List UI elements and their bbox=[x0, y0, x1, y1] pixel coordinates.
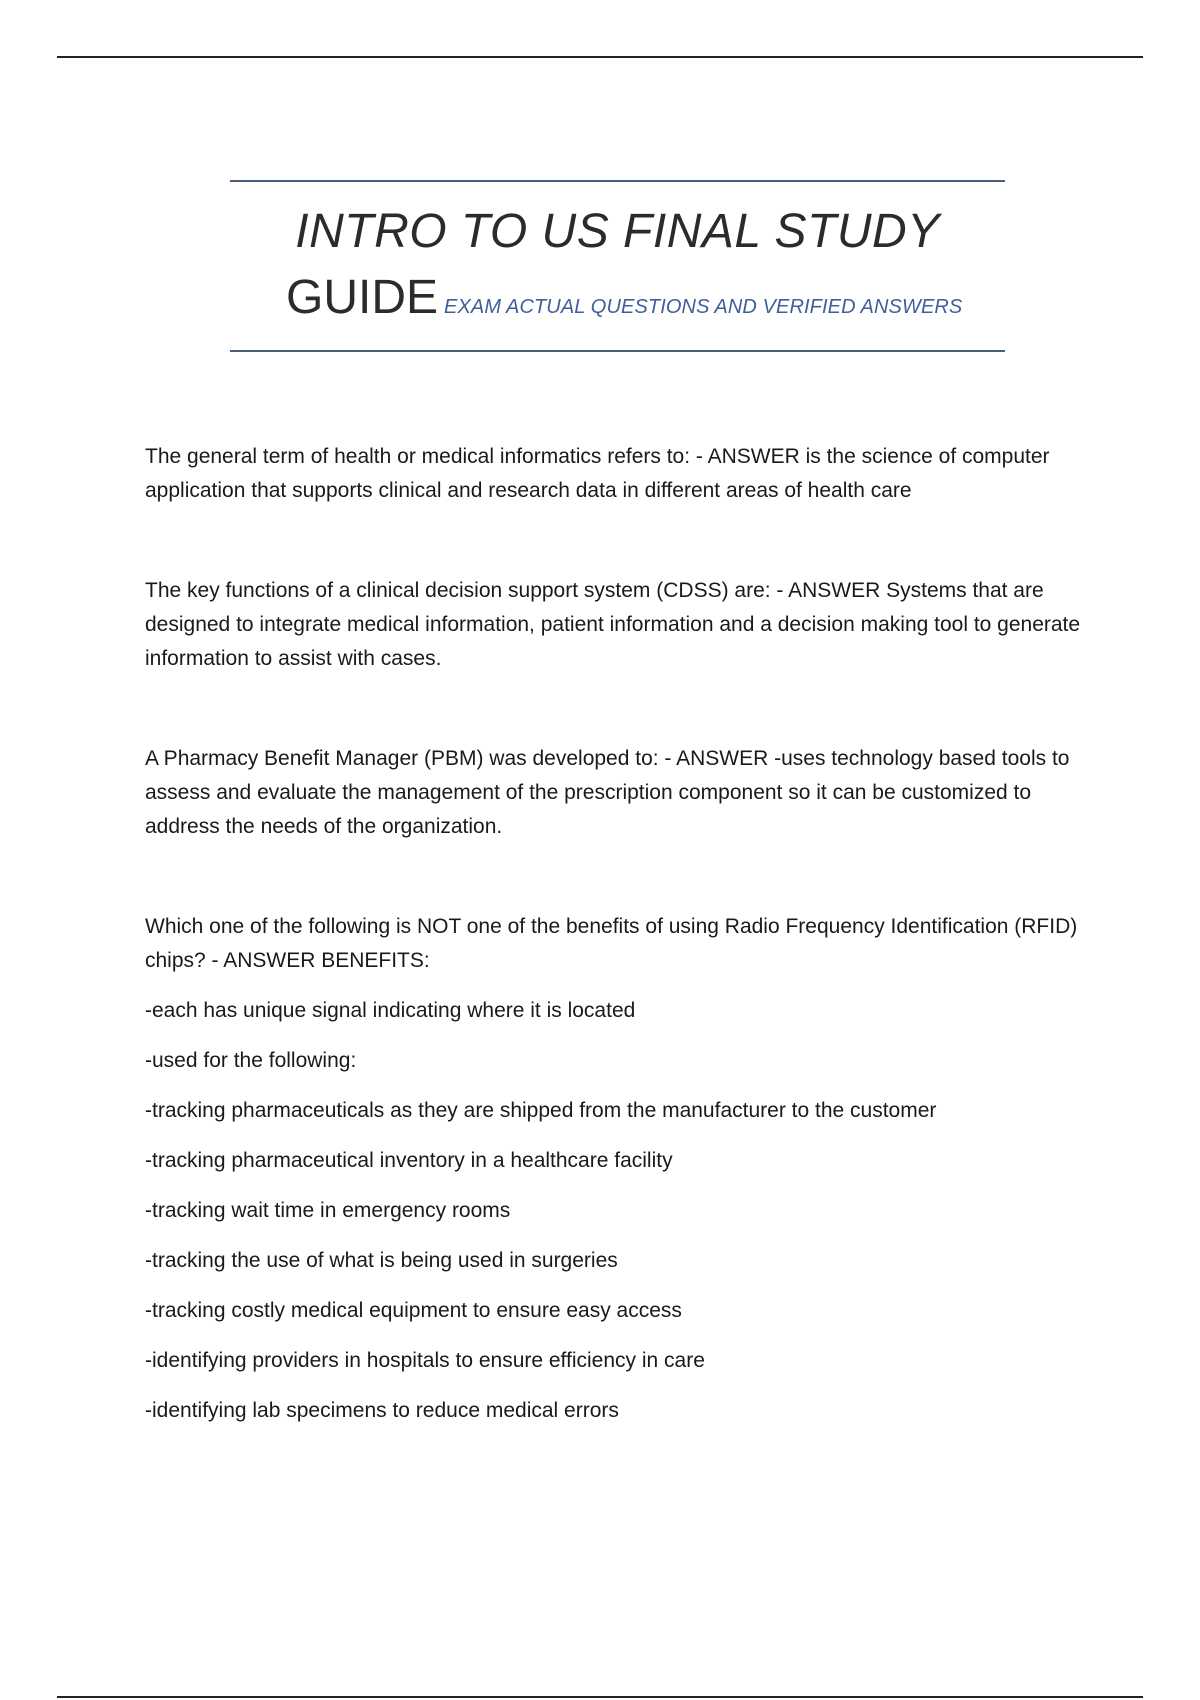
qa-item-pbm: A Pharmacy Benefit Manager (PBM) was developed to: - ANSWER -uses technology based tools to assess and evaluate the management of the prescription component so it can be customized to address the needs of the organization. bbox=[145, 747, 1070, 838]
list-item: -identifying providers in hospitals to ensure efficiency in care bbox=[145, 1349, 705, 1372]
document-title-guide: GUIDE bbox=[286, 271, 439, 324]
document-subtitle: EXAM ACTUAL QUESTIONS AND VERIFIED ANSWERS bbox=[444, 296, 963, 318]
qa-item-rfid: Which one of the following is NOT one of the benefits of using Radio Frequency Identification (RFID) chips? - ANSWER BENEFITS: bbox=[145, 915, 1078, 972]
list-item: -tracking pharmaceuticals as they are shipped from the manufacturer to the customer bbox=[145, 1099, 937, 1122]
qa-item-cdss: The key functions of a clinical decision support system (CDSS) are: - ANSWER Systems that are designed to integrate medical information, patient information and a decision making tool to generate information to assist with cases. bbox=[145, 579, 1081, 670]
list-item: -tracking costly medical equipment to ensure easy access bbox=[145, 1299, 682, 1322]
document-title-line-2 bbox=[286, 270, 962, 326]
title-lower-rule bbox=[230, 350, 1005, 352]
list-item: -tracking pharmaceutical inventory in a healthcare facility bbox=[145, 1149, 673, 1172]
list-item: -each has unique signal indicating where it is located bbox=[145, 999, 636, 1022]
list-item: -identifying lab specimens to reduce medical errors bbox=[145, 1399, 619, 1422]
list-item: -tracking wait time in emergency rooms bbox=[145, 1199, 511, 1222]
page-top-rule bbox=[57, 56, 1143, 58]
document-title-line-1: INTRO TO US FINAL STUDY bbox=[295, 205, 940, 258]
title-upper-rule bbox=[230, 180, 1005, 182]
rfid-benefits-list bbox=[145, 994, 1095, 1428]
list-item: -tracking the use of what is being used in surgeries bbox=[145, 1249, 618, 1272]
list-item: -used for the following: bbox=[145, 1049, 357, 1072]
study-guide-content bbox=[145, 440, 1095, 1444]
title-block bbox=[230, 180, 1005, 352]
page-bottom-rule bbox=[57, 1696, 1143, 1698]
qa-item-informatics: The general term of health or medical informatics refers to: - ANSWER is the science of computer application that supports clinical and research data in different areas of health care bbox=[145, 445, 1050, 502]
